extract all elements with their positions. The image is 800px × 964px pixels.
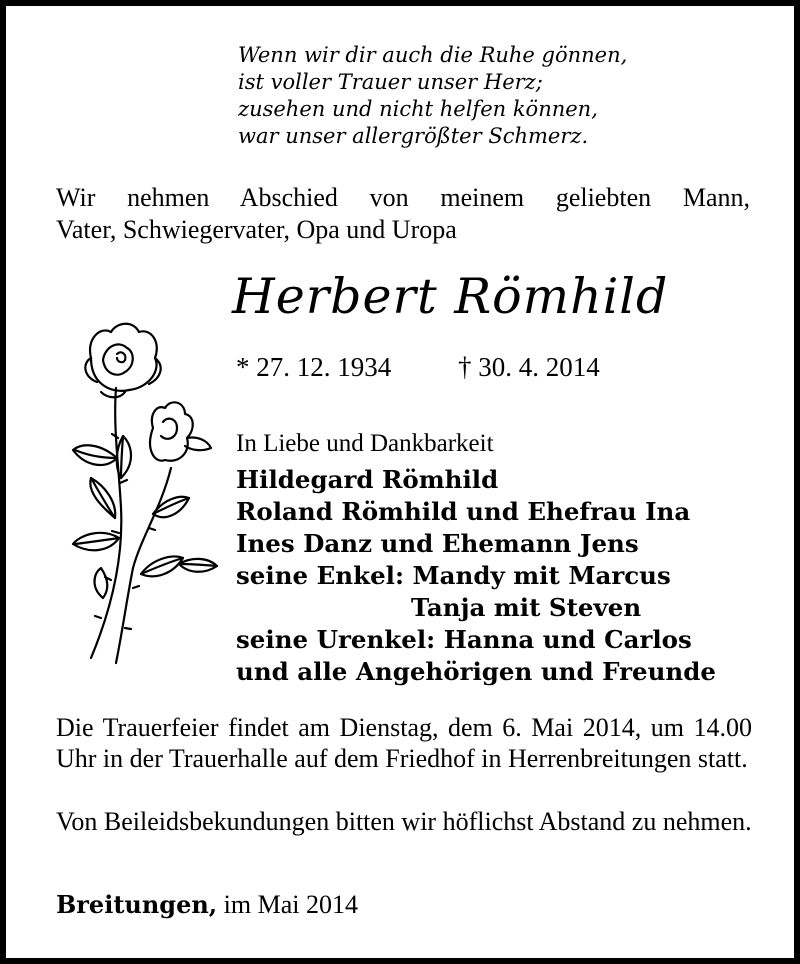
- mourner-line: und alle Angehörigen und Freunde: [236, 657, 716, 686]
- mourner-line: Roland Römhild und Ehefrau Ina: [236, 497, 691, 526]
- mourner-line: Ines Danz und Ehemann Jens: [236, 529, 639, 558]
- funeral-ceremony-info: Die Trauerfeier findet am Dienstag, dem 6. Mai 2014, um 14.00 Uhr in der Trauerhalle auf dem Friedhof in Herrenbreitungen statt.: [56, 713, 752, 773]
- place-name: Breitungen,: [56, 890, 218, 919]
- farewell-line: Wir nehmen Abschied von meinem geliebten Mann,: [56, 183, 750, 212]
- memorial-poem: [238, 42, 627, 150]
- rose-icon: [61, 318, 221, 668]
- place-and-date: [56, 890, 358, 920]
- poem-line: ist voller Trauer unser Herz;: [238, 70, 543, 94]
- mourner-line: Tanja mit Steven: [411, 593, 642, 622]
- death-date: † 30. 4. 2014: [458, 352, 600, 382]
- mourner-line: seine Enkel: Mandy mit Marcus: [236, 561, 671, 590]
- mourner-line: Hildegard Römhild: [236, 465, 499, 494]
- condolence-request: Von Beileidsbekundungen bitten wir höflichst Abstand zu nehmen.: [56, 807, 752, 836]
- poem-line: Wenn wir dir auch die Ruhe gönnen,: [238, 43, 628, 67]
- poem-line: zusehen und nicht helfen können,: [238, 97, 598, 121]
- mourners-intro: In Liebe und Dankbarkeit: [236, 430, 494, 457]
- farewell-line: Vater, Schwiegervater, Opa und Uropa: [56, 215, 457, 244]
- mourners-list: [236, 464, 716, 688]
- deceased-name: Herbert Römhild: [232, 268, 669, 325]
- poem-line: war unser allergrößter Schmerz.: [238, 124, 589, 148]
- life-dates: [236, 352, 600, 383]
- birth-date: * 27. 12. 1934: [236, 352, 392, 382]
- farewell-intro: [56, 182, 750, 246]
- closing-date: im Mai 2014: [223, 890, 358, 919]
- mourner-line: seine Urenkel: Hanna und Carlos: [236, 625, 692, 654]
